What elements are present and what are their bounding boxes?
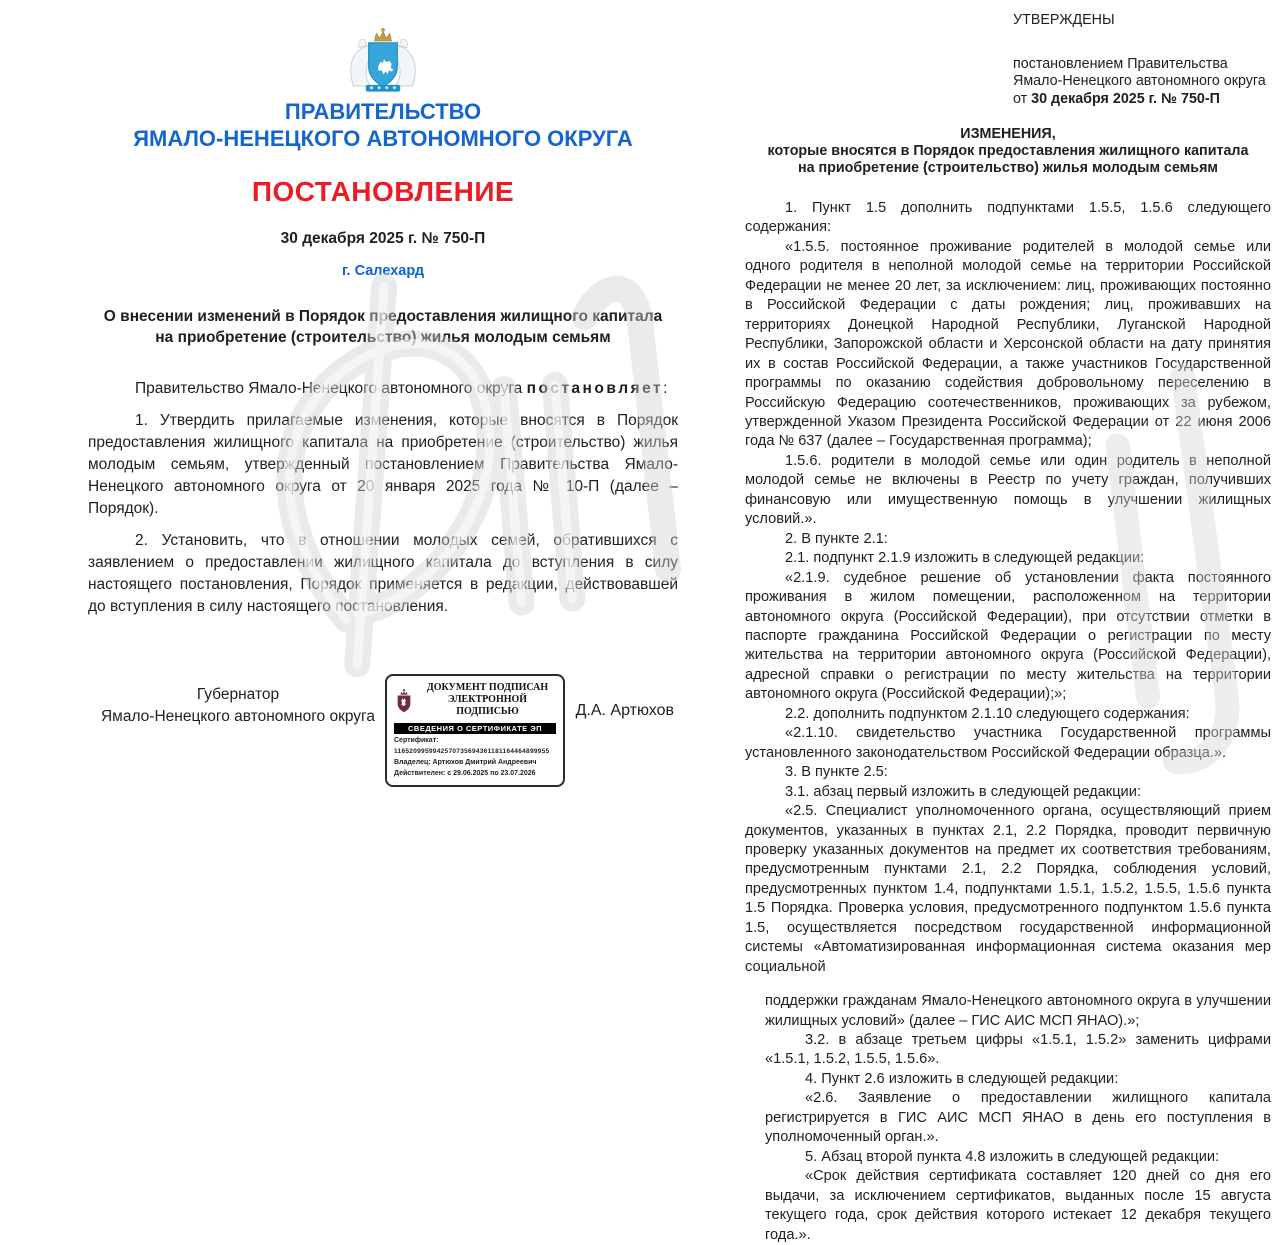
amendment-paragraph: 2.1. подпункт 2.1.9 изложить в следующей редакции:: [785, 550, 1145, 567]
amendment-paragraph: 3. В пункте 2.5:: [785, 764, 888, 781]
changes-heading: [745, 126, 1271, 177]
changes-subtitle-line2: на приобретение (строительство) жилья молодым семьям: [797, 160, 1219, 176]
amendment-paragraph: 2. В пункте 2.1:: [785, 530, 888, 547]
amendments-body: [745, 199, 1271, 1245]
approved-block: [1013, 0, 1271, 108]
governor-role-line1: Губернатор: [196, 686, 280, 703]
stamp-title: [419, 682, 556, 718]
org-name-line2: ЯМАЛО-НЕНЕЦКОГО АВТОНОМНОГО ОКРУГА: [133, 126, 633, 151]
amendment-paragraph: 2.2. дополнить подпунктом 2.1.10 следующего содержания:: [785, 705, 1190, 722]
amendment-paragraph: 5. Абзац второй пункта 4.8 изложить в следующей редакции:: [805, 1148, 1220, 1165]
preamble-verb: постановляет: [526, 380, 664, 397]
org-name-line1: ПРАВИТЕЛЬСТВО: [284, 99, 482, 124]
amendment-paragraph: «2.5. Специалист уполномоченного органа, осуществляющий прием документов, указанных в пунктах 2.1, 2.2 Порядка, проводит первичную проверку указанных документов на предмет их соответствия требованиям, предусмотренным пунктами 2.1, 2.2 Порядка, соблюдения условий, предусмотренных пунктом 1.4, подпунктами 1.5.1, 1.5.2, 1.5.5, 1.5.6 пункта 1.5 Порядка. Проверка условия, предусмотренного подпунктом 1.5.6 пункта 1.5, осуществляется посредством государственной информационной системы «Автоматизированная информационная система оказания мер социальной: [745, 803, 1271, 975]
esign-stamp: [385, 674, 565, 787]
cert-validity: Действителен: с 29.06.2025 по 23.07.2026: [394, 770, 536, 777]
amendments-page: [745, 0, 1271, 1245]
paragraph-2: 2. Установить, что в отношении молодых семей, обратившихся с заявлением о предоставлении жилищного капитала до вступления в силу настоящего постановления, Порядок применяется в редакции, действовавшей до вступления в силу настоящего постановления.: [88, 532, 678, 615]
amendment-paragraph: 3.1. абзац первый изложить в следующей редакции:: [785, 783, 1141, 800]
approved-line2: Ямало-Ненецкого автономного округа: [1013, 73, 1266, 89]
amendment-paragraph: «Срок действия сертификата составляет 120 дней со дня его выдачи, за исключением сертификатов, выданных после 15 августа текущего года, срок действия которого истекает 12 декабря текущего года.».: [765, 1168, 1271, 1243]
document-title: [88, 306, 678, 348]
esign-stamp-header: [394, 682, 556, 718]
amendment-paragraph: «2.1.9. судебное решение об установлении факта постоянного проживания в жилом помещении, расположенном на территории автономного округа (Российской Федерации), при отсутствии отметки в паспорте гражданина Российской Федерации о регистрации по месту жительства на территории автономного округа (Российской Федерации), адресной справки о регистрации по месту жительства на территории автономного округа (Российской Федерации);»;: [745, 569, 1271, 703]
approved-line3-date: 30 декабря 2025 г. № 750-П: [1031, 90, 1220, 107]
approved-line1: постановлением Правительства: [1013, 55, 1228, 72]
governor-role: [88, 684, 388, 728]
document-title-line2: на приобретение (строительство) жилья молодым семьям: [155, 329, 611, 346]
resolution-date: 30 декабря 2025 г. № 750-П: [280, 230, 486, 247]
amendments-body-continued: [765, 992, 1271, 1245]
cert-owner: Владелец: Артюхов Дмитрий Андреевич: [394, 759, 537, 766]
changes-subtitle-line1: которые вносятся в Порядок предоставления жилищного капитала: [767, 143, 1249, 159]
preamble-text: Правительство Ямало-Ненецкого автономного округа: [135, 380, 527, 397]
paragraph-1: 1. Утвердить прилагаемые изменения, которые вносятся в Порядок предоставления жилищного капитала на приобретение (строительство) жилья молодым семьям, утвержденный постановлением Правительства Ямало-Ненецкого автономного округа от 20 января 2025 года № 10-П (далее – Порядок).: [88, 412, 678, 517]
signature-block: [88, 674, 678, 794]
approved-label: УТВЕРЖДЕНЫ: [1013, 12, 1115, 28]
amendment-paragraph: 1.5.6. родители в молодой семье или один родитель в неполной молодой семье не включены в Реестр по учету граждан, получивших финансовую или имущественную помощь в улучшении жилищных условий.».: [745, 452, 1271, 528]
stamp-emblem-icon: [394, 688, 414, 713]
governor-name: Д.А. Артюхов: [575, 702, 674, 719]
changes-title: ИЗМЕНЕНИЯ,: [960, 126, 1056, 142]
stamp-title-line1: ДОКУМЕНТ ПОДПИСАН: [426, 682, 549, 693]
cert-number: 1165209959942570735694361181164464899955: [394, 748, 550, 755]
cert-label: Сертификат:: [394, 737, 439, 744]
amendment-paragraph: 4. Пункт 2.6 изложить в следующей редакции:: [805, 1070, 1119, 1087]
cert-info-bar: СВЕДЕНИЯ О СЕРТИФИКАТЕ ЭП: [394, 723, 556, 734]
amendment-paragraph: 1. Пункт 1.5 дополнить подпунктами 1.5.5, 1.5.6 следующего содержания:: [745, 200, 1271, 236]
resolution-city: г. Салехард: [341, 263, 425, 279]
preamble-colon: :: [663, 380, 668, 397]
resolution-type: ПОСТАНОВЛЕНИЕ: [251, 176, 515, 207]
approved-line3: [1013, 91, 1271, 109]
resolution-page: [88, 0, 678, 794]
amendment-paragraph: поддержки гражданам Ямало-Ненецкого автономного округа в улучшении жилищных условий» (далее – ГИС АИС МСП ЯНАО).»;: [765, 993, 1271, 1029]
amendment-paragraph: «1.5.5. постоянное проживание родителей в молодой семье или одного родителя в неполной молодой семье на территории Российской Федерации не менее 20 лет, за исключением: лиц, проживающих постоянно в Российской Федерации с даты рождения; лиц, проживавших на территориях Донецкой Народной Республики, Луганской Народной Республики, Запорожской области и Херсонской области на дату принятия их в состав Российской Федерации, а также участников Государственной программы по оказанию содействия добровольному переселению в Российскую Федерацию соотечественников, проживающих за рубежом, утвержденной Указом Президента Российской Федерации от 22 июня 2006 года № 637 (далее – Государственная программа);: [745, 238, 1271, 450]
document-title-line1: О внесении изменений в Порядок предоставления жилищного капитала: [103, 308, 663, 325]
approved-line3-prefix: от: [1013, 90, 1032, 107]
amendment-paragraph: 3.2. в абзаце третьем цифры «1.5.1, 1.5.2» заменить цифрами «1.5.1, 1.5.2, 1.5.5, 1.5.6».: [765, 1032, 1271, 1068]
amendment-paragraph: «2.1.10. свидетельство участника Государственной программы установленного законодательством Российской Федерации образца.».: [745, 725, 1271, 761]
amendment-paragraph: «2.6. Заявление о предоставлении жилищного капитала регистрируется в ГИС АИС МСП ЯНАО в день его поступления в уполномоченный орган.».: [765, 1090, 1271, 1146]
stamp-title-line2: ЭЛЕКТРОННОЙ ПОДПИСЬЮ: [447, 694, 528, 717]
governor-role-line2: Ямало-Ненецкого автономного округа: [100, 708, 375, 725]
preamble: [88, 378, 678, 400]
coat-of-arms-icon: [340, 26, 426, 96]
